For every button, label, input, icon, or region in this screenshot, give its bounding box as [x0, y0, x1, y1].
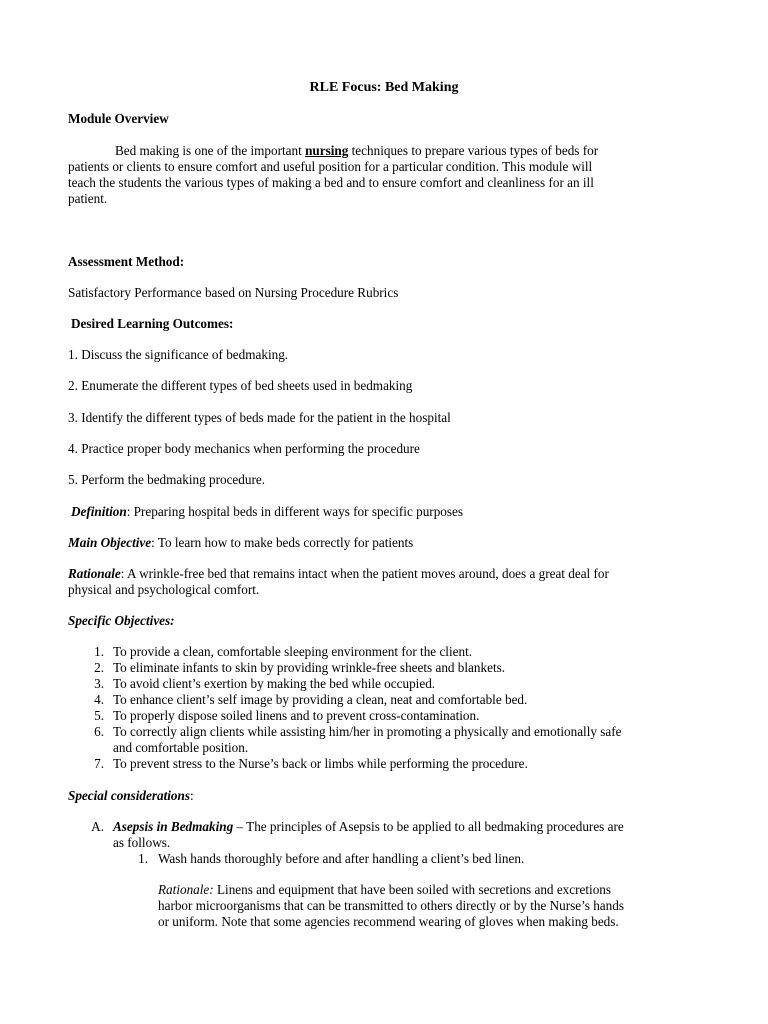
specific-objective-item: To prevent stress to the Nurse’s back or limbs while performing the procedure. [113, 756, 528, 771]
asepsis-rationale-line-1: Rationale: Linens and equipment that have been soiled with secretions and excretions [158, 882, 612, 897]
list-number: 2. [94, 660, 104, 675]
asepsis-line-1: Asepsis in Bedmaking – The principles of Asepsis to be applied to all bedmaking procedures are [113, 819, 624, 834]
overview-line-2: patients or clients to ensure comfort and useful position for a particular condition. This module will [68, 159, 593, 174]
asepsis-line-2: as follows. [113, 835, 171, 850]
rationale-line-2: physical and psychological comfort. [68, 582, 260, 597]
list-number: 1. [94, 644, 104, 659]
list-number: 4. [94, 692, 104, 707]
list-number: 6. [94, 724, 104, 739]
specific-objective-item: To correctly align clients while assisting him/her in promoting a physically and emotionally safe [113, 724, 622, 739]
rationale-line-1: Rationale: A wrinkle-free bed that remains intact when the patient moves around, does a great deal for [68, 566, 609, 581]
specific-objectives-heading: Specific Objectives: [68, 613, 175, 628]
outcome-item: 4. Practice proper body mechanics when performing the procedure [68, 441, 420, 456]
outcome-item: 5. Perform the bedmaking procedure. [68, 472, 266, 487]
assessment-heading: Assessment Method: [68, 254, 185, 269]
list-number: 3. [94, 676, 104, 691]
special-considerations-heading: Special considerations: [68, 788, 194, 803]
asepsis-rationale-line-3: or uniform. Note that some agencies recommend wearing of gloves when making beds. [158, 914, 619, 929]
list-number: 7. [94, 756, 104, 771]
overview-line-3: teach the students the various types of making a bed and to ensure comfort and cleanliness for an ill [68, 175, 594, 190]
specific-objective-item: To properly dispose soiled linens and to prevent cross-contamination. [113, 708, 480, 723]
assessment-text: Satisfactory Performance based on Nursing Procedure Rubrics [68, 285, 399, 300]
definition-line: Definition: Preparing hospital beds in different ways for specific purposes [71, 504, 464, 519]
page-title: RLE Focus: Bed Making [309, 80, 459, 95]
overview-line-4: patient. [68, 191, 108, 206]
outcome-item: 1. Discuss the significance of bedmaking. [68, 347, 289, 362]
outcome-item: 3. Identify the different types of beds made for the patient in the hospital [68, 410, 451, 425]
specific-objective-item: To enhance client’s self image by providing a clean, neat and comfortable bed. [113, 692, 528, 707]
list-number: 5. [94, 708, 104, 723]
asepsis-item: Wash hands thoroughly before and after handling a client’s bed linen. [158, 851, 525, 866]
list-number: 1. [138, 851, 148, 866]
outcomes-heading: Desired Learning Outcomes: [71, 316, 234, 331]
overview-line-1: Bed making is one of the important nursing techniques to prepare various types of beds for [115, 143, 599, 158]
main-objective-line: Main Objective: To learn how to make beds correctly for patients [68, 535, 414, 550]
list-letter: A. [91, 819, 104, 834]
specific-objective-item-continued: and comfortable position. [113, 740, 249, 755]
outcome-item: 2. Enumerate the different types of bed sheets used in bedmaking [68, 378, 413, 393]
asepsis-rationale-line-2: harbor microorganisms that can be transmitted to others directly or by the Nurse’s hands [158, 898, 624, 913]
specific-objective-item: To eliminate infants to skin by providing wrinkle-free sheets and blankets. [113, 660, 506, 675]
specific-objective-item: To avoid client’s exertion by making the bed while occupied. [113, 676, 436, 691]
specific-objective-item: To provide a clean, comfortable sleeping environment for the client. [113, 644, 473, 659]
module-overview-heading: Module Overview [68, 111, 169, 126]
